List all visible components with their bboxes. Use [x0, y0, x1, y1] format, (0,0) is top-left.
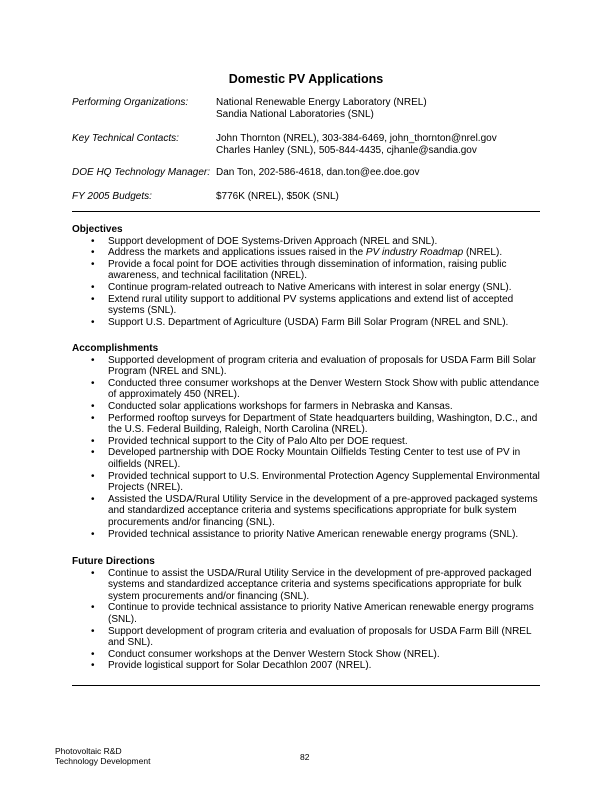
footer-line: Technology Development: [55, 756, 151, 766]
list-item: [72, 568, 541, 603]
bullet-icon: •: [91, 447, 95, 459]
list-item-text: (NREL).: [463, 247, 503, 259]
bullet-icon: •: [91, 377, 95, 389]
list-item: [72, 660, 541, 672]
bullet-icon: •: [91, 412, 95, 424]
list-item: [72, 355, 541, 378]
list-item-text: Extend rural utility support to additional PV systems applications and extend list of accepted systems (SNL).: [108, 293, 514, 317]
list-item: [72, 529, 541, 541]
list-item-text: Support U.S. Department of Agriculture (USDA) Farm Bill Solar Program (NREL and SNL).: [108, 316, 509, 328]
list-item-text: Supported development of program criteria and evaluation of proposals for USDA Farm Bill Solar Program (NREL and SNL).: [108, 354, 536, 378]
list-item-text: Provide logistical support for Solar Decathlon 2007 (NREL).: [108, 660, 372, 672]
list-item-text: Continue to assist the USDA/Rural Utility Service in the development of pre-approved packaged systems and standardized acceptance criteria and systems specifications appropriate for bulk system procurements and/or financing (SNL).: [108, 567, 532, 602]
bullet-icon: •: [91, 567, 95, 579]
list-item: [72, 294, 541, 317]
list-item: [72, 413, 541, 436]
bullet-icon: •: [91, 400, 95, 412]
list-item: [72, 471, 541, 494]
objectives-section: [72, 224, 542, 328]
bullet-icon: •: [91, 354, 95, 366]
field-fy-budgets: [72, 191, 542, 203]
bullet-icon: •: [91, 235, 95, 247]
list-item-text: Address the markets and applications issues raised in the: [108, 247, 366, 259]
future-directions-section: [72, 556, 542, 672]
footer-left: [55, 746, 150, 766]
bullet-icon: •: [91, 470, 95, 482]
field-label: DOE HQ Technology Manager:: [72, 167, 211, 178]
list-item-text: Performed rooftop surveys for Department of State headquarters building, Washington, D.C., and the U.S. Federal Building, Raleigh, North Carolina (NREL).: [108, 412, 538, 436]
field-value: Dan Ton, 202-586-4618, dan.ton@ee.doe.gov: [216, 167, 420, 178]
list-item: [72, 259, 541, 282]
list-item: [72, 602, 541, 625]
field-value: Sandia National Laboratories (SNL): [216, 109, 374, 120]
field-key-technical-contacts: [72, 133, 542, 157]
bullet-icon: •: [91, 316, 95, 328]
bullet-icon: •: [91, 247, 95, 259]
bullet-icon: •: [91, 602, 95, 614]
bullet-icon: •: [91, 528, 95, 540]
bullet-icon: •: [91, 258, 95, 270]
list-item-text: Support development of program criteria and evaluation of proposals for USDA Farm Bill (NREL and SNL).: [108, 625, 532, 649]
list-item: [72, 236, 541, 248]
field-value: Charles Hanley (SNL), 505-844-4435, cjhanle@sandia.gov: [216, 145, 477, 156]
field-performing-organizations: [72, 97, 542, 121]
list-item-text: Assisted the USDA/Rural Utility Service in the development of a pre-approved packaged systems and standardized acceptance criteria and systems specifications appropriate for bulk system procurements and/or financing (SNL).: [108, 493, 538, 528]
list-item-text: Provide a focal point for DOE activities through dissemination of information, raising public awareness, and technical facilitation (NREL).: [108, 258, 507, 282]
list-item: [72, 626, 541, 649]
list-item-text: Continue to provide technical assistance to priority Native American renewable energy programs (SNL).: [108, 602, 534, 625]
list-item-text: Developed partnership with DOE Rocky Mountain Oilfields Testing Center to test use of PV in oilfields (NREL).: [108, 447, 521, 470]
list-item: [72, 494, 541, 529]
section-heading: Future Directions: [72, 556, 155, 567]
list-item-text: Provided technical support to U.S. Environmental Protection Agency Supplemental Environmental Projects (NREL).: [108, 470, 540, 494]
footer-line: Photovoltaic R&D: [55, 746, 122, 756]
field-label: FY 2005 Budgets:: [72, 191, 152, 202]
list-item-text: Support development of DOE Systems-Driven Approach (NREL and SNL).: [108, 235, 438, 247]
accomplishments-section: [72, 343, 542, 540]
list-item-text: Conduct consumer workshops at the Denver Western Stock Show (NREL).: [108, 648, 440, 660]
list-item: [72, 247, 541, 259]
italic-title: PV industry Roadmap: [365, 247, 464, 259]
bullet-icon: •: [91, 293, 95, 305]
field-label: Performing Organizations:: [72, 97, 189, 108]
bullet-icon: •: [91, 493, 95, 505]
divider: [72, 685, 540, 686]
section-heading: Accomplishments: [72, 343, 159, 354]
bullet-icon: •: [91, 281, 95, 293]
field-doe-hq-manager: [72, 167, 542, 179]
list-item-text: Provided technical assistance to priority Native American renewable energy programs (SNL).: [108, 528, 519, 540]
field-value: John Thornton (NREL), 303-384-6469, john_thornton@nrel.gov: [216, 133, 497, 144]
divider: [72, 211, 540, 212]
list-item-text: Provided technical support to the City of Palo Alto per DOE request.: [108, 435, 408, 447]
list-item: [72, 378, 541, 401]
page-number: 82: [300, 752, 310, 762]
list-item: [72, 447, 541, 470]
list-item: [72, 401, 541, 413]
field-label: Key Technical Contacts:: [72, 133, 179, 144]
bullet-icon: •: [91, 648, 95, 660]
list-item: [72, 436, 541, 448]
page-title: Domestic PV Applications: [228, 72, 384, 86]
list-item-text: Continue program-related outreach to Native Americans with interest in solar energy (SNL).: [108, 281, 512, 293]
bullet-icon: •: [91, 660, 95, 672]
bullet-icon: •: [91, 625, 95, 637]
bullet-icon: •: [91, 435, 95, 447]
list-item-text: Conducted three consumer workshops at the Denver Western Stock Show with public attendance of approximately 450 (NREL).: [108, 377, 540, 401]
section-heading: Objectives: [72, 224, 123, 235]
list-item: [72, 282, 541, 294]
list-item: [72, 317, 541, 329]
field-value: $776K (NREL), $50K (SNL): [216, 191, 339, 202]
list-item-text: Conducted solar applications workshops for farmers in Nebraska and Kansas.: [108, 400, 453, 412]
field-value: National Renewable Energy Laboratory (NREL): [216, 97, 427, 108]
list-item: [72, 649, 541, 661]
